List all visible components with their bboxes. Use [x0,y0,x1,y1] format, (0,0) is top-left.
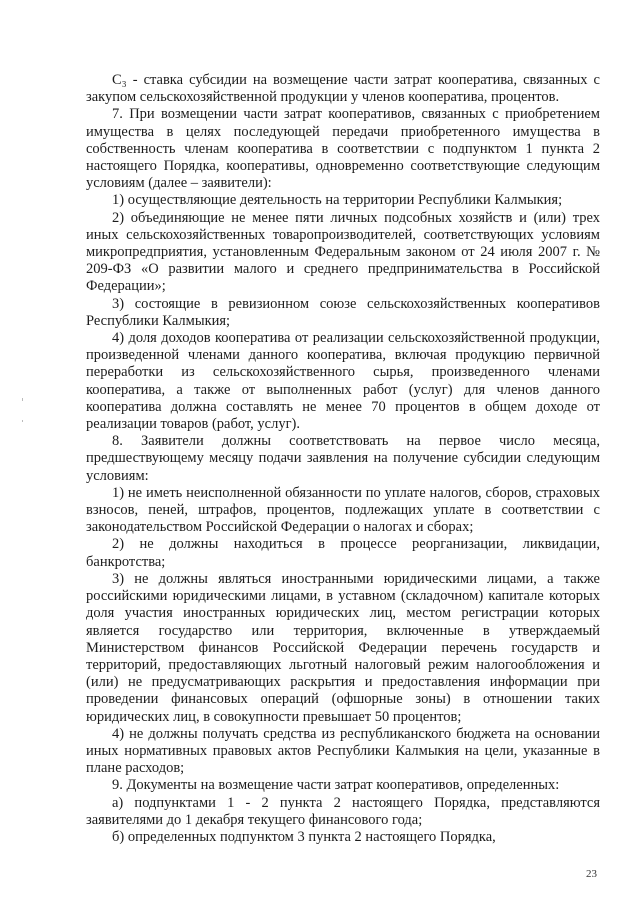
paragraph-9-item-b: б) определенных подпунктом 3 пункта 2 настоящего Порядка, [112,828,496,845]
paragraph-7-item-2: 2) объединяющие не менее пяти личных подсобных хозяйств и (или) трех иных сельскохозяйственных товаропроизводителей, соответствующих условиям микропредприятия, установленным Федеральным законом от 24 июля 2007 г. № 209-ФЗ «О развитии малого и среднего предпринимательства в Российской Федерации»; [86,209,600,295]
paragraph-8: 8. Заявители должны соответствовать на первое число месяца, предшествующему месяцу подачи заявления на получение субсидии следующим условиям: [86,433,600,484]
paragraph-9-item-a: а) подпунктами 1 - 2 пункта 2 настоящего Порядка, представляются заявителями до 1 декабря текущего финансового года; [86,794,600,828]
paragraph-8-item-1: 1) не иметь неисполненной обязанности по уплате налогов, сборов, страховых взносов, пеней, штрафов, процентов, подлежащих уплате в соответствии с законодательством Российской Федерации о налогах и сборах; [86,484,600,536]
page-number: 23 [586,868,597,880]
document-body [86,72,600,846]
paragraph-7-item-3: 3) состоящие в ревизионном союзе сельскохозяйственных кооперативов Республики Калмыкия; [86,295,600,329]
paragraph-9: 9. Документы на возмещение части затрат кооперативов, определенных: [112,777,560,794]
paragraph-8-item-3: 3) не должны являться иностранными юридическими лицами, а также российскими юридическими лицами, в уставном (складочном) капитале которых доля участия иностранных юридических лиц, местом регистрации которых является государство или территория, включенные в утверждаемый Министерством финансов Российской Федерации перечень государств и территорий, предоставляющих льготный налоговый режим налогообложения и (или) не предусматривающих раскрытия и предоставления информации при проведении финансовых операций (офшорные зоны) в отношении таких юридических лиц, в совокупности превышает 50 процентов; [86,570,600,725]
paragraph-8-item-4: 4) не должны получать средства из республиканского бюджета на основании иных нормативных правовых актов Республики Калмыкия на цели, указанные в плане расходов; [86,725,600,777]
paragraph-c3-definition: С₃ - ставка субсидии на возмещение части затрат кооператива, связанных с закупом сельскохозяйственной продукции у членов кооператива, процентов. [86,72,600,106]
scan-speck [22,398,23,401]
scan-speck [22,420,23,422]
paragraph-7-item-1: 1) осуществляющие деятельность на территории Республики Калмыкия; [112,192,563,209]
paragraph-7-item-4: 4) доля доходов кооператива от реализации сельскохозяйственной продукции, произведенной членами данного кооператива, включая продукцию первичной переработки из сельскохозяйственного сырья, произведенного членами кооператива, а также от выполненных работ (услуг) для членов данного кооператива должна составлять не менее 70 процентов в общем доходе от реализации товаров (работ, услуг). [86,330,600,433]
paragraph-8-item-2: 2) не должны находиться в процессе реорганизации, ликвидации, банкротства; [86,536,600,570]
paragraph-7: 7. При возмещении части затрат кооперативов, связанных с приобретением имущества в целях последующей передачи приобретенного имущества в собственность членам кооператива в соответствии с подпунктом 1 пункта 2 настоящего Порядка, кооперативы, одновременно соответствующие следующим условиям (далее – заявители): [86,106,600,192]
